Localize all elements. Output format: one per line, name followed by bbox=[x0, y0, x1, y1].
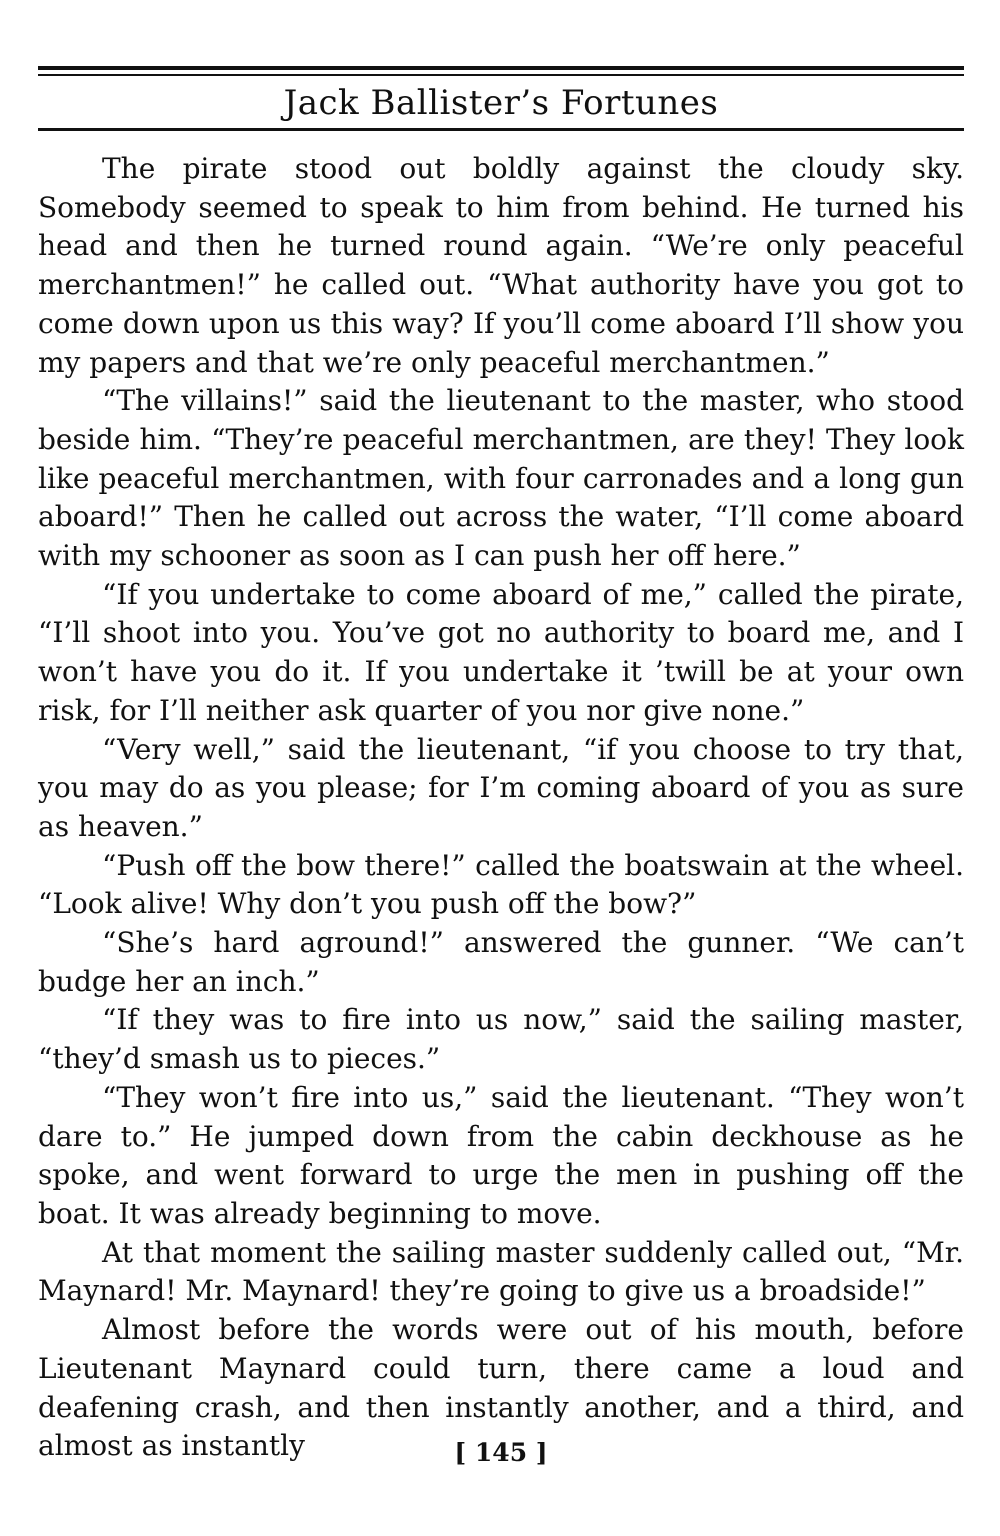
paragraph: “The villains!” said the lieutenant to the master, who stood beside him. “They’re peaceful merchantmen, are they! They look like peaceful merchantmen, with four carronades and a long gun aboard!” Then he called out across the water, “I’ll come aboard with my schooner as soon as I can push her off here.” bbox=[38, 384, 964, 573]
paragraph: “They won’t fire into us,” said the lieutenant. “They won’t dare to.” He jumped down from the cabin deckhouse as he spoke, and went forward to urge the men in pushing off the boat. It was already beginning to move. bbox=[38, 1080, 964, 1230]
paragraph: The pirate stood out boldly against the cloudy sky. Somebody seemed to speak to him from behind. He turned his head and then he turned round again. “We’re only peaceful merchantmen!” he called out. “What authority have you got to come down upon us this way? If you’ll come aboard I’ll show you my papers and that we’re only peaceful merchantmen.” bbox=[38, 152, 964, 379]
paragraph: “She’s hard aground!” answered the gunner. “We can’t budge her an inch.” bbox=[38, 926, 964, 998]
paragraph: “If they was to fire into us now,” said the sailing master, “they’d smash us to pieces.” bbox=[38, 1003, 964, 1076]
body-text bbox=[38, 150, 964, 1466]
book-page bbox=[38, 0, 964, 1536]
header-double-rule-bottom bbox=[38, 74, 964, 76]
header-underline-rule bbox=[38, 128, 964, 131]
paragraph: “Push off the bow there!” called the boatswain at the wheel. “Look alive! Why don’t you push off the bow?” bbox=[38, 848, 964, 921]
running-title: Jack Ballister’s Fortunes bbox=[283, 83, 719, 123]
paragraph: “Very well,” said the lieutenant, “if you choose to try that, you may do as you please; for I’m coming aboard of you as sure as heaven.” bbox=[38, 732, 964, 843]
page-number: [ 145 ] bbox=[454, 1438, 548, 1467]
header-double-rule-top bbox=[38, 66, 964, 70]
paragraph: Almost before the words were out of his mouth, before Lieutenant Maynard could turn, there came a loud and deafening crash, and then instantly another, and a third, and almost as instantly bbox=[38, 1313, 964, 1463]
paragraph: “If you undertake to come aboard of me,” called the pirate, “I’ll shoot into you. You’ve got no authority to board me, and I won’t have you do it. If you undertake it ’twill be at your own risk, for I’ll neither ask quarter of you nor give none.” bbox=[38, 577, 964, 727]
paragraph: At that moment the sailing master suddenly called out, “Mr. Maynard! Mr. Maynard! they’re going to give us a broadside!” bbox=[38, 1235, 964, 1308]
